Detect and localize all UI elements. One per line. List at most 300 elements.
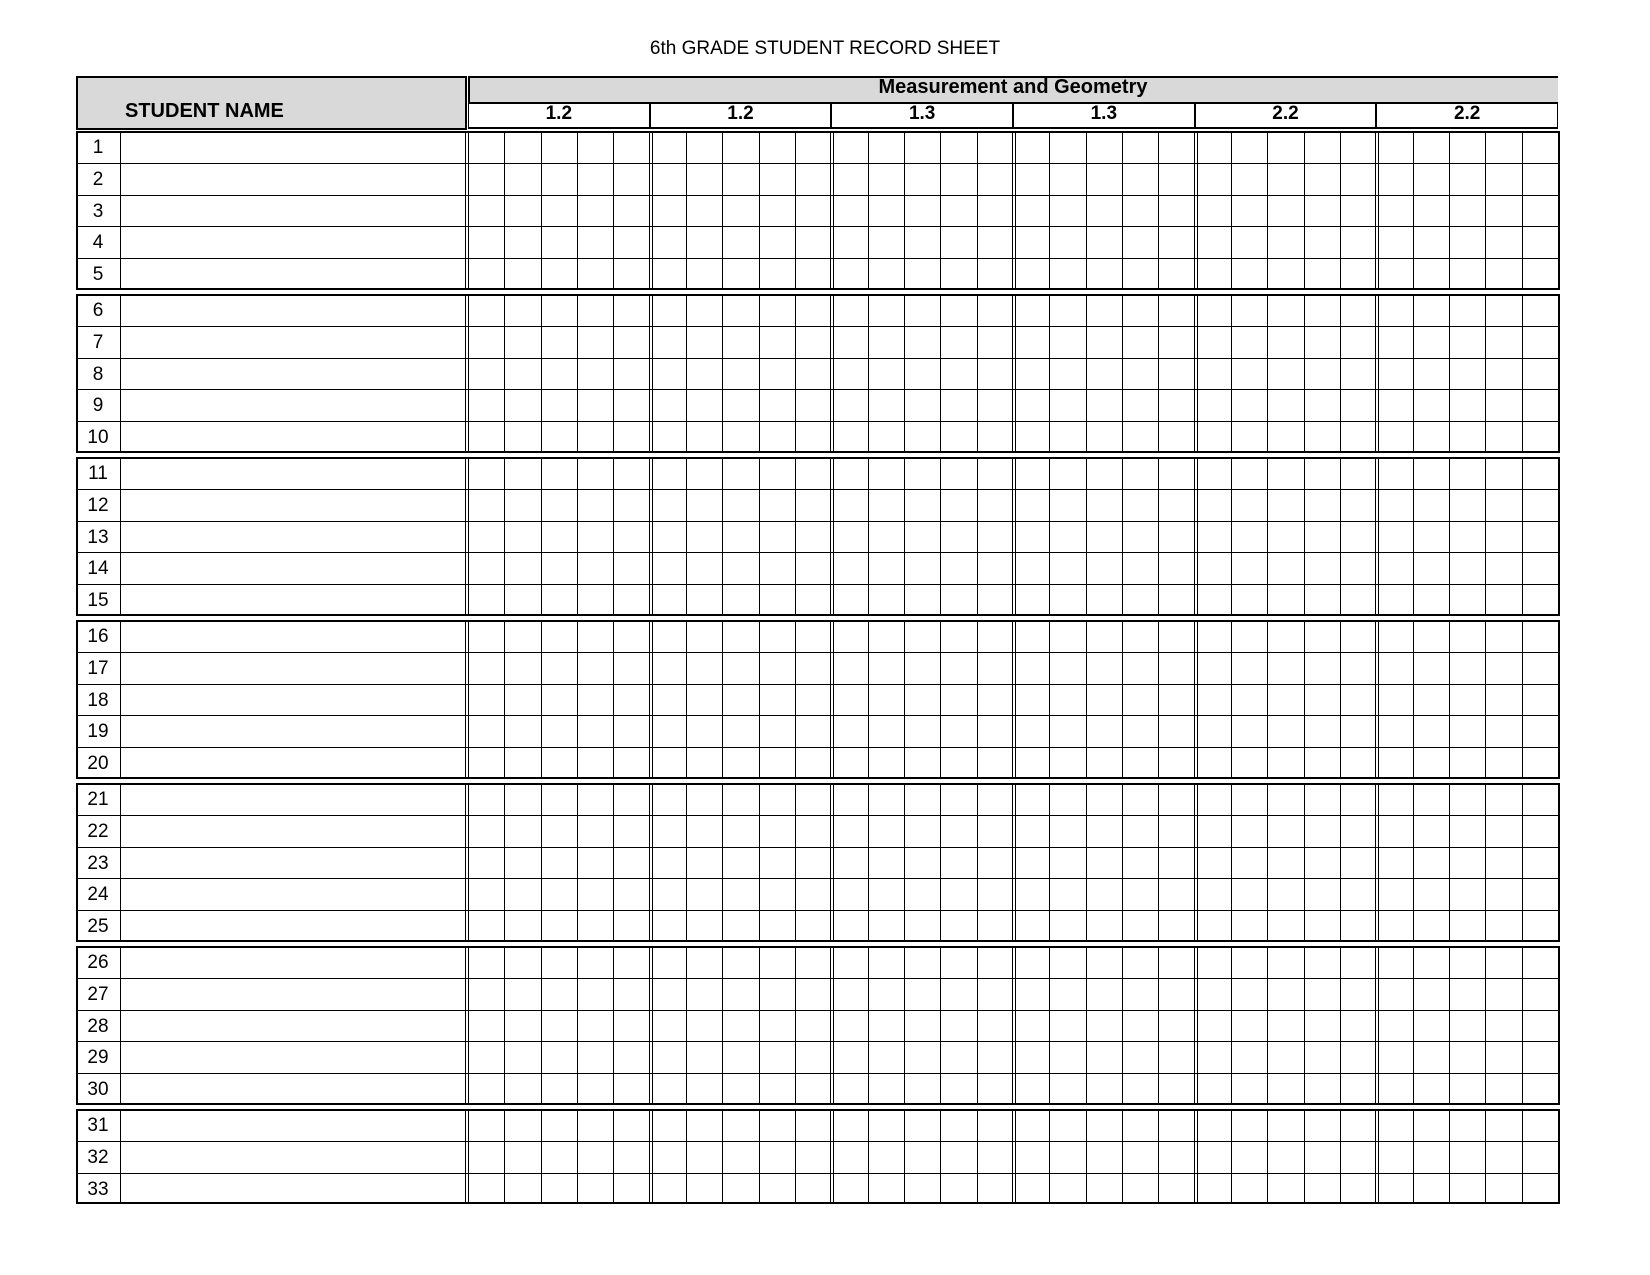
score-cell-divider — [686, 620, 687, 779]
score-cell-divider — [1522, 620, 1523, 779]
score-cell-divider — [613, 946, 614, 1105]
score-cell-divider — [1267, 294, 1268, 453]
score-cell-divider — [759, 294, 760, 453]
standard-divider — [833, 294, 834, 453]
score-cell-divider — [541, 1109, 542, 1204]
score-cell-divider — [1449, 294, 1450, 453]
standard-divider — [1015, 131, 1016, 290]
score-cell-divider — [977, 131, 978, 290]
score-cell-divider — [904, 457, 905, 616]
standard-divider — [652, 783, 653, 942]
score-cell-divider — [1122, 620, 1123, 779]
score-cell-divider — [1413, 620, 1414, 779]
row-divider — [76, 1141, 1558, 1142]
score-cell-divider — [577, 783, 578, 942]
score-cell-divider — [1049, 783, 1050, 942]
name-column-divider — [468, 1109, 469, 1204]
student-name-cell[interactable] — [120, 195, 467, 227]
name-column-divider — [465, 1109, 466, 1204]
standard-divider — [1012, 946, 1013, 1105]
student-name-cell[interactable] — [120, 815, 467, 847]
standard-divider — [652, 457, 653, 616]
row-number: 8 — [92, 363, 104, 385]
score-cell-divider — [1485, 294, 1486, 453]
score-cell-divider — [722, 131, 723, 290]
score-cell-divider — [541, 783, 542, 942]
score-cell-divider — [1449, 783, 1450, 942]
score-cell-divider — [1340, 131, 1341, 290]
number-column-divider — [120, 1109, 121, 1204]
student-name-cell[interactable] — [120, 620, 467, 652]
score-cell-divider — [904, 131, 905, 290]
row-number: 22 — [87, 820, 109, 842]
score-cell-divider — [940, 783, 941, 942]
score-cell-divider — [1267, 620, 1268, 779]
standard-divider — [833, 131, 834, 290]
standard-divider — [1375, 783, 1376, 942]
score-cell-divider — [1413, 131, 1414, 290]
score-cell-divider — [1304, 783, 1305, 942]
row-number: 6 — [92, 300, 104, 321]
score-cell-divider — [759, 131, 760, 290]
score-cell-divider — [1122, 457, 1123, 616]
standard-header-label: 1.2 — [545, 103, 573, 124]
score-cell-divider — [1413, 783, 1414, 942]
score-cell-divider — [1122, 1109, 1123, 1204]
standard-divider — [652, 294, 653, 453]
score-cell-divider — [722, 946, 723, 1105]
row-divider — [76, 978, 1558, 979]
score-cell-divider — [868, 131, 869, 290]
standard-divider — [1012, 783, 1013, 942]
number-column-divider — [120, 620, 121, 779]
score-cell-divider — [504, 620, 505, 779]
score-cell-divider — [759, 946, 760, 1105]
score-cell-divider — [759, 1109, 760, 1204]
row-number: 18 — [87, 689, 109, 711]
strand-header-label: Measurement and Geometry — [878, 76, 1148, 98]
score-cell-divider — [1122, 783, 1123, 942]
score-cell-divider — [1485, 783, 1486, 942]
score-cell-divider — [686, 1109, 687, 1204]
standard-divider — [1378, 294, 1379, 453]
score-cell-divider — [977, 1109, 978, 1204]
standard-divider — [830, 620, 831, 779]
number-column-divider — [120, 457, 121, 616]
row-divider — [76, 421, 1558, 422]
score-cell-divider — [940, 457, 941, 616]
score-cell-divider — [1049, 131, 1050, 290]
score-cell-divider — [613, 294, 614, 453]
row-number: 23 — [87, 852, 109, 874]
score-cell-divider — [1449, 1109, 1450, 1204]
row-divider — [76, 552, 1558, 553]
score-cell-divider — [1049, 457, 1050, 616]
standard-divider — [1378, 946, 1379, 1105]
student-name-cell[interactable] — [120, 294, 467, 326]
standard-divider — [830, 294, 831, 453]
score-cell-divider — [940, 946, 941, 1105]
student-name-cell[interactable] — [120, 783, 467, 815]
score-cell-divider — [541, 131, 542, 290]
row-divider — [76, 847, 1558, 848]
standard-divider — [1015, 457, 1016, 616]
standard-header-label: 2.2 — [1453, 103, 1481, 124]
student-name-cell[interactable] — [120, 489, 467, 521]
score-cell-divider — [541, 457, 542, 616]
student-name-cell[interactable] — [120, 1173, 467, 1205]
student-name-cell[interactable] — [120, 684, 467, 716]
score-cell-divider — [1413, 294, 1414, 453]
name-column-divider — [465, 620, 466, 779]
student-name-cell[interactable] — [120, 1141, 467, 1173]
standard-divider — [652, 1109, 653, 1204]
row-number: 20 — [87, 753, 109, 775]
row-number: 24 — [87, 884, 109, 906]
standard-divider — [833, 620, 834, 779]
row-divider — [76, 358, 1558, 359]
score-cell-divider — [1267, 783, 1268, 942]
student-name-cell[interactable] — [120, 910, 467, 942]
score-cell-divider — [868, 783, 869, 942]
score-cell-divider — [977, 946, 978, 1105]
score-cell-divider — [686, 294, 687, 453]
number-column-divider — [120, 294, 121, 453]
student-name-cell[interactable] — [120, 358, 467, 390]
student-name-cell[interactable] — [120, 389, 467, 421]
score-cell-divider — [1086, 457, 1087, 616]
standard-divider — [1194, 457, 1195, 616]
score-cell-divider — [904, 294, 905, 453]
score-cell-divider — [795, 294, 796, 453]
score-cell-divider — [1158, 457, 1159, 616]
standard-divider — [649, 1109, 650, 1204]
score-cell-divider — [1231, 946, 1232, 1105]
row-number: 12 — [87, 494, 109, 516]
score-cell-divider — [868, 294, 869, 453]
number-column-divider — [120, 783, 121, 942]
student-name-cell[interactable] — [120, 421, 467, 453]
score-cell-divider — [686, 131, 687, 290]
student-name-cell[interactable] — [120, 1041, 467, 1073]
score-cell-divider — [904, 783, 905, 942]
student-name-cell[interactable] — [120, 226, 467, 258]
row-divider — [76, 521, 1558, 522]
score-cell-divider — [577, 457, 578, 616]
row-divider — [76, 226, 1558, 227]
student-name-cell[interactable] — [120, 946, 467, 978]
student-name-cell[interactable] — [120, 978, 467, 1010]
row-number: 7 — [92, 331, 104, 353]
score-cell-divider — [1304, 620, 1305, 779]
score-cell-divider — [1086, 294, 1087, 453]
standard-divider — [830, 1109, 831, 1204]
score-cell-divider — [1413, 457, 1414, 616]
row-divider — [76, 747, 1558, 748]
score-cell-divider — [541, 946, 542, 1105]
name-column-divider — [465, 946, 466, 1105]
student-name-cell[interactable] — [120, 715, 467, 747]
row-number: 4 — [92, 232, 104, 254]
row-number: 14 — [87, 558, 109, 580]
standard-divider — [1015, 783, 1016, 942]
score-cell-divider — [504, 946, 505, 1105]
standard-divider — [830, 783, 831, 942]
score-cell-divider — [722, 783, 723, 942]
student-name-cell[interactable] — [120, 457, 467, 489]
row-divider — [76, 389, 1558, 390]
score-cell-divider — [613, 620, 614, 779]
row-number: 26 — [87, 952, 109, 973]
standard-divider — [652, 946, 653, 1105]
score-cell-divider — [1231, 1109, 1232, 1204]
score-cell-divider — [1304, 131, 1305, 290]
score-cell-divider — [1340, 620, 1341, 779]
row-number: 25 — [87, 916, 109, 938]
score-cell-divider — [1267, 946, 1268, 1105]
score-cell-divider — [1158, 946, 1159, 1105]
standard-divider — [649, 131, 650, 290]
score-cell-divider — [722, 294, 723, 453]
standard-divider — [1015, 1109, 1016, 1204]
score-cell-divider — [1340, 294, 1341, 453]
score-cell-divider — [1049, 946, 1050, 1105]
score-cell-divider — [1522, 783, 1523, 942]
score-cell-divider — [722, 457, 723, 616]
score-cell-divider — [577, 620, 578, 779]
score-cell-divider — [1086, 783, 1087, 942]
row-number: 9 — [92, 395, 104, 417]
row-divider — [76, 1173, 1558, 1174]
row-divider — [76, 258, 1558, 259]
score-cell-divider — [1340, 457, 1341, 616]
score-cell-divider — [1340, 946, 1341, 1105]
student-name-cell[interactable] — [120, 847, 467, 879]
score-cell-divider — [1158, 1109, 1159, 1204]
score-cell-divider — [977, 294, 978, 453]
student-name-cell[interactable] — [120, 521, 467, 553]
score-cell-divider — [795, 620, 796, 779]
score-cell-divider — [940, 1109, 941, 1204]
row-number: 32 — [87, 1146, 109, 1168]
score-cell-divider — [795, 457, 796, 616]
standard-divider — [1012, 620, 1013, 779]
standard-divider — [830, 131, 831, 290]
student-name-cell[interactable] — [120, 1010, 467, 1042]
standard-divider — [1378, 783, 1379, 942]
standard-divider — [1375, 294, 1376, 453]
score-cell-divider — [1231, 294, 1232, 453]
score-cell-divider — [1449, 946, 1450, 1105]
standard-divider — [1015, 946, 1016, 1105]
number-column-divider — [120, 946, 121, 1105]
student-name-cell[interactable] — [120, 163, 467, 195]
standard-divider — [1375, 457, 1376, 616]
score-cell-divider — [904, 946, 905, 1105]
standard-divider — [1015, 620, 1016, 779]
score-cell-divider — [504, 457, 505, 616]
score-cell-divider — [686, 946, 687, 1105]
standard-divider — [649, 783, 650, 942]
standard-divider — [833, 1109, 834, 1204]
standard-divider — [1197, 620, 1198, 779]
student-name-cell[interactable] — [120, 326, 467, 358]
standard-divider — [1194, 783, 1195, 942]
score-cell-divider — [686, 783, 687, 942]
standard-divider — [1194, 1109, 1195, 1204]
score-cell-divider — [977, 457, 978, 616]
standard-divider — [652, 131, 653, 290]
score-cell-divider — [1485, 457, 1486, 616]
row-number: 15 — [87, 590, 109, 612]
standard-divider — [1194, 294, 1195, 453]
score-cell-divider — [1122, 946, 1123, 1105]
student-name-cell[interactable] — [120, 747, 467, 779]
score-cell-divider — [795, 131, 796, 290]
score-cell-divider — [940, 131, 941, 290]
row-divider — [76, 1073, 1558, 1074]
score-cell-divider — [504, 1109, 505, 1204]
standard-divider — [1197, 294, 1198, 453]
student-name-cell[interactable] — [120, 552, 467, 584]
score-cell-divider — [1158, 131, 1159, 290]
standard-divider — [1194, 131, 1195, 290]
page-title: 6th GRADE STUDENT RECORD SHEET — [649, 38, 1001, 59]
score-cell-divider — [1158, 294, 1159, 453]
standard-divider — [833, 946, 834, 1105]
score-cell-divider — [795, 1109, 796, 1204]
score-cell-divider — [613, 1109, 614, 1204]
row-divider — [76, 878, 1558, 879]
row-divider — [76, 195, 1558, 196]
standard-divider — [830, 457, 831, 616]
row-number: 17 — [87, 657, 109, 679]
score-cell-divider — [868, 457, 869, 616]
standard-divider — [1375, 131, 1376, 290]
score-cell-divider — [1304, 946, 1305, 1105]
score-cell-divider — [1122, 131, 1123, 290]
score-cell-divider — [1086, 946, 1087, 1105]
student-name-cell[interactable] — [120, 131, 467, 163]
score-cell-divider — [1449, 457, 1450, 616]
score-cell-divider — [577, 131, 578, 290]
score-cell-divider — [1231, 131, 1232, 290]
student-name-cell[interactable] — [120, 258, 467, 290]
score-cell-divider — [759, 457, 760, 616]
student-name-cell[interactable] — [120, 878, 467, 910]
standard-divider — [1378, 457, 1379, 616]
name-column-divider — [468, 620, 469, 779]
standard-divider — [1012, 294, 1013, 453]
student-name-cell[interactable] — [120, 584, 467, 616]
row-number: 5 — [92, 264, 104, 286]
score-cell-divider — [868, 946, 869, 1105]
score-cell-divider — [977, 783, 978, 942]
score-cell-divider — [759, 620, 760, 779]
student-name-cell[interactable] — [120, 1109, 467, 1141]
score-cell-divider — [759, 783, 760, 942]
row-divider — [76, 326, 1558, 327]
row-number: 29 — [87, 1047, 109, 1069]
row-divider — [76, 1010, 1558, 1011]
score-cell-divider — [1485, 946, 1486, 1105]
score-cell-divider — [1413, 946, 1414, 1105]
score-cell-divider — [1231, 620, 1232, 779]
standard-header-label: 2.2 — [1272, 103, 1299, 124]
score-cell-divider — [1522, 131, 1523, 290]
score-cell-divider — [613, 783, 614, 942]
standard-divider — [833, 457, 834, 616]
standard-divider — [1378, 620, 1379, 779]
standard-divider — [1012, 1109, 1013, 1204]
row-number: 19 — [87, 721, 109, 743]
row-number: 30 — [87, 1079, 109, 1101]
row-divider — [76, 910, 1558, 911]
score-cell-divider — [722, 620, 723, 779]
row-number: 2 — [92, 168, 104, 190]
score-cell-divider — [1522, 1109, 1523, 1204]
row-divider — [76, 684, 1558, 685]
standard-header-label: 1.2 — [727, 103, 754, 124]
score-cell-divider — [1340, 1109, 1341, 1204]
score-cell-divider — [613, 457, 614, 616]
score-cell-divider — [1304, 457, 1305, 616]
row-divider — [76, 489, 1558, 490]
row-number: 3 — [92, 200, 104, 222]
score-cell-divider — [577, 1109, 578, 1204]
score-cell-divider — [977, 620, 978, 779]
score-cell-divider — [1485, 1109, 1486, 1204]
score-cell-divider — [1304, 1109, 1305, 1204]
score-cell-divider — [577, 294, 578, 453]
name-column-divider — [468, 131, 469, 290]
row-divider — [76, 163, 1558, 164]
score-cell-divider — [1049, 1109, 1050, 1204]
score-cell-divider — [1049, 294, 1050, 453]
student-name-cell[interactable] — [120, 652, 467, 684]
row-divider — [76, 652, 1558, 653]
row-divider — [76, 1041, 1558, 1042]
score-cell-divider — [541, 620, 542, 779]
score-cell-divider — [1267, 1109, 1268, 1204]
score-cell-divider — [940, 294, 941, 453]
row-number: 31 — [87, 1115, 109, 1136]
score-cell-divider — [1086, 620, 1087, 779]
standard-divider — [1197, 457, 1198, 616]
score-cell-divider — [1231, 783, 1232, 942]
name-column-divider — [465, 783, 466, 942]
score-cell-divider — [722, 1109, 723, 1204]
student-name-cell[interactable] — [120, 1073, 467, 1105]
score-cell-divider — [1049, 620, 1050, 779]
standard-divider — [1012, 457, 1013, 616]
standard-divider — [649, 294, 650, 453]
score-cell-divider — [1158, 620, 1159, 779]
standard-divider — [1378, 131, 1379, 290]
score-cell-divider — [1267, 131, 1268, 290]
row-number: 27 — [87, 983, 109, 1005]
score-cell-divider — [1522, 457, 1523, 616]
row-number: 11 — [88, 463, 108, 484]
standard-divider — [1197, 946, 1198, 1105]
score-cell-divider — [1413, 1109, 1414, 1204]
row-number: 13 — [87, 526, 109, 548]
row-number: 21 — [87, 789, 109, 810]
row-number: 33 — [87, 1178, 109, 1200]
score-cell-divider — [868, 1109, 869, 1204]
name-column-divider — [465, 131, 466, 290]
score-cell-divider — [1267, 457, 1268, 616]
